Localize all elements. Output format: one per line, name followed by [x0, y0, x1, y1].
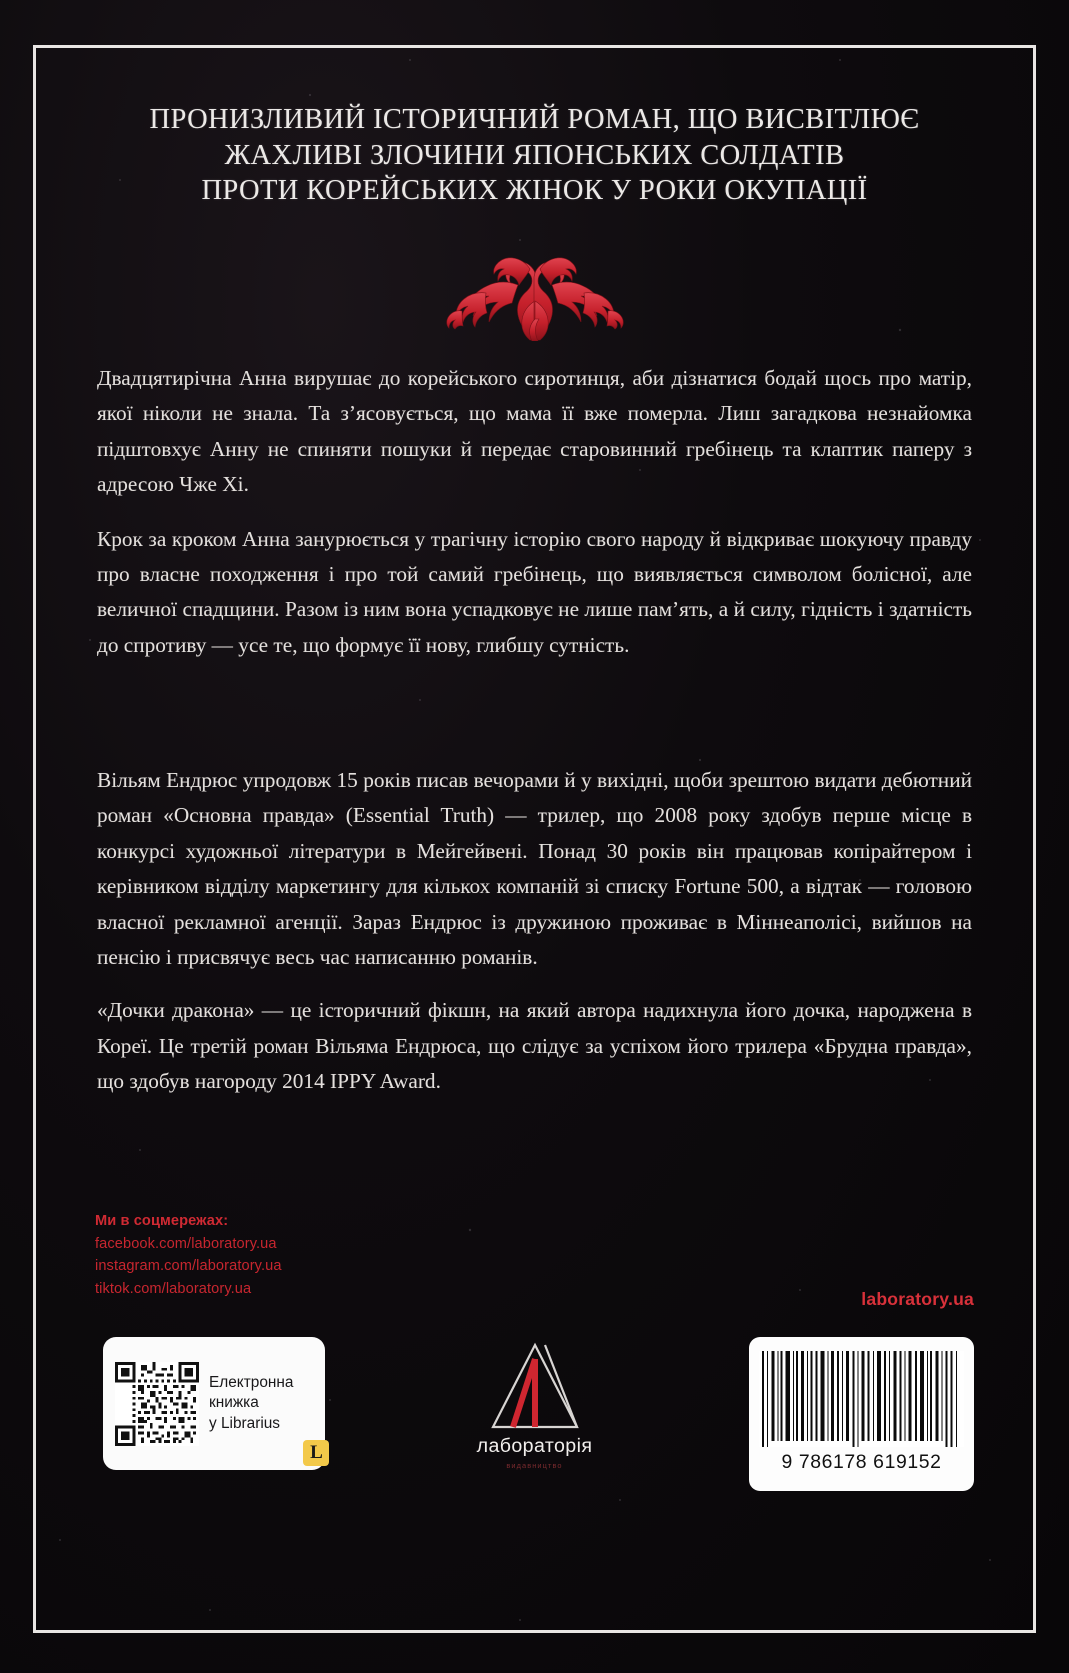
- barcode-icon: [759, 1351, 964, 1447]
- ebook-badge-line-2: книжка: [209, 1394, 259, 1412]
- triangle-a-logo-icon: [485, 1341, 585, 1433]
- synopsis-paragraph-2: Крок за кроком Анна занурюється у трагічну історію свого народу й відкриває шокуючу правду про власне походження і про той самий гребінець, що виявляється символом болісної, але величної спадщини. Разом із ним вона успадковує не лише пам’ять, а й силу, гідність і здатність до спротиву — усе те, що формує її нову, глибшу сутність.: [97, 526, 972, 657]
- author-bio-paragraph-1: Вільям Ендрюс упродовж 15 років писав вечорами й у вихідні, щоби зрештою видати дебютний роман «Основна правда» (Essential Truth) — трилер, що 2008 року здобув перше місце в конкурсі художньої літератури в Мейгейвені. Понад 30 років він працював копірайтером і керівником відділу маркетингу для кількох компаній зі списку Fortune 500, а відтак — головою власної рекламної агенції. Зараз Ендрюс із дружиною проживає в Міннеаполісі, вийшов на пенсію і присвячує весь час написанню романів.: [97, 768, 972, 970]
- publisher-name: лабораторія: [476, 1435, 593, 1457]
- ebook-badge-line-1: Електронна: [209, 1373, 294, 1391]
- headline-line-1: ПРОНИЗЛИВИЙ ІСТОРИЧНИЙ РОМАН, ЩО ВИСВІТЛЮЄ: [149, 104, 920, 135]
- publisher-logo: [460, 1341, 610, 1470]
- ebook-badge-line-3: у Librarius: [209, 1414, 280, 1432]
- author-bio-paragraph-2: «Дочки дракона» — це історичний фікшн, на який автора надихнула його дочка, народжена в Кореї. Це третій роман Вільяма Ендрюса, що слідує за успіхом його трилера «Брудна правда», що здобув нагороду 2014 IPPY Award.: [97, 998, 972, 1094]
- author-bio-block: [97, 763, 972, 1100]
- ebook-badge-text: [209, 1373, 293, 1435]
- isbn-number: 9 786178 619152: [781, 1451, 942, 1473]
- social-links-label: Ми в соцмережах:: [95, 1213, 229, 1229]
- headline-line-3: ПРОТИ КОРЕЙСЬКИХ ЖІНОК У РОКИ ОКУПАЦІЇ: [201, 175, 868, 206]
- librarius-logo: L: [303, 1440, 329, 1466]
- synopsis-block: [97, 361, 972, 663]
- page-title: [33, 102, 1036, 209]
- synopsis-paragraph-1: Двадцятирічна Анна вирушає до корейського сиротинця, аби дізнатися бодай щось про матір, якої ніколи не знала. Та з’ясовується, що мама її вже померла. Лиш загадкова незнайомка підштовхує Анну не спиняти пошуки й передає старовинний гребінець та клаптик паперу з адресою Чже Хі.: [97, 366, 972, 497]
- publisher-tagline: видавництво: [506, 1461, 563, 1470]
- social-links: [95, 1210, 282, 1300]
- isbn-barcode: [749, 1337, 974, 1491]
- ebook-librarius-badge[interactable]: [103, 1337, 325, 1470]
- social-link-facebook[interactable]: facebook.com/laboratory.ua: [95, 1235, 277, 1252]
- publisher-website-link[interactable]: laboratory.ua: [861, 1289, 974, 1309]
- social-link-instagram[interactable]: instagram.com/laboratory.ua: [95, 1258, 282, 1275]
- social-link-tiktok[interactable]: tiktok.com/laboratory.ua: [95, 1280, 252, 1297]
- twin-dragon-emblem-icon: [440, 241, 630, 341]
- headline-line-2: ЖАХЛИВІ ЗЛОЧИНИ ЯПОНСЬКИХ СОЛДАТІВ: [224, 139, 845, 171]
- qr-code-icon[interactable]: [115, 1362, 199, 1446]
